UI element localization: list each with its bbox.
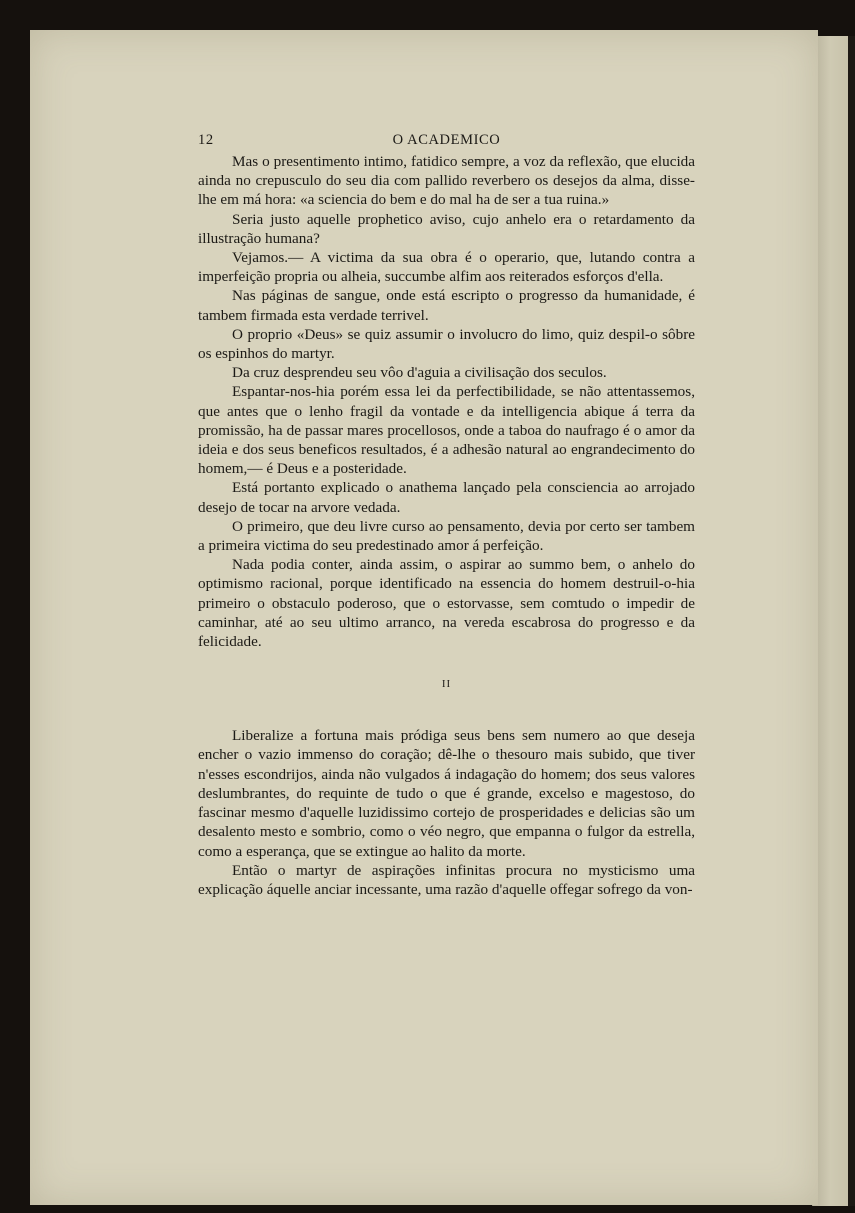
section-one-body	[198, 152, 695, 651]
paragraph: Seria justo aquelle prophetico aviso, cujo anhelo era o retardamento da illustração humana?	[198, 210, 695, 247]
paragraph: Da cruz desprendeu seu vôo d'aguia a civilisação dos seculos.	[232, 364, 607, 382]
adjacent-page-edge	[812, 36, 855, 1206]
running-head	[198, 130, 695, 150]
paragraph: Liberalize a fortuna mais pródiga seus bens sem numero ao que deseja encher o vazio immenso do coração; dê-lhe o thesouro mais subido, que tiver n'esses escondrijos, ainda não vulgados á indagação do homem; dos seus valores deslumbrantes, do requinte de tudo o que é grande, excelso e magestoso, do fascinar mesmo d'aquelle luzidissimo cortejo de prosperidades e delicias são um desalento mesto e sombrio, como o véo negro, que empanna o fulgor da estrella, como a esperança, que se extingue ao halito da morte.	[198, 727, 695, 860]
text-column	[198, 130, 695, 899]
paragraph: Nas páginas de sangue, onde está escripto o progresso da humanidade, é tambem firmada esta verdade terrivel.	[198, 287, 695, 324]
journal-title: O ACADEMICO	[392, 132, 501, 148]
section-two-body	[198, 726, 695, 899]
paragraph: O primeiro, que deu livre curso ao pensamento, devia por certo ser tambem a primeira victima do seu predestinado amor á perfeição.	[198, 517, 695, 555]
paragraph: Então o martyr de aspirações infinitas procura no mysticismo uma explicação áquelle anciar incessante, uma razão d'aquelle offegar sofrego da von-	[198, 861, 695, 898]
paragraph: Está portanto explicado o anathema lançado pela consciencia ao arrojado desejo de tocar na arvore vedada.	[198, 479, 695, 516]
paragraph: Mas o presentimento intimo, fatidico sempre, a voz da reflexão, que elucida ainda no crepusculo do seu dia com pallido reverbero os desejos da alma, disse-lhe em má hora: «a sciencia do bem e do mal ha de ser a tua ruina.»	[198, 153, 695, 209]
paragraph: O proprio «Deus» se quiz assumir o involucro do limo, quiz despil-o sôbre os espinhos do martyr.	[198, 325, 695, 363]
paragraph: Espantar-nos-hia porém essa lei da perfectibilidade, se não attentassemos, que antes que o lenho fragil da vontade e da intelligencia abique á terra da promissão, ha de passar mares procellosos, onde a taboa do naufrago é o amor da ideia e dos seus beneficos resultados, é a adhesão natural ao engrandecimento do homem,— é Deus e a posteridade.	[198, 383, 695, 478]
paragraph: Vejamos.— A victima da sua obra é o operario, que, lutando contra a imperfeição propria ou alheia, succumbe alfim aos reiterados esforços d'ella.	[198, 249, 695, 286]
paragraph: Nada podia conter, ainda assim, o aspirar ao summo bem, o anhelo do optimismo racional, porque identificado na essencia do homem destruil-o-hia primeiro o obstaculo poderoso, que o estorvasse, sem comtudo o impedir de caminhar, até ao seu ultimo arranco, na vereda escabrosa do progresso e da felicidade.	[198, 556, 695, 651]
section-number: II	[441, 678, 452, 691]
page-number: 12	[198, 132, 214, 148]
